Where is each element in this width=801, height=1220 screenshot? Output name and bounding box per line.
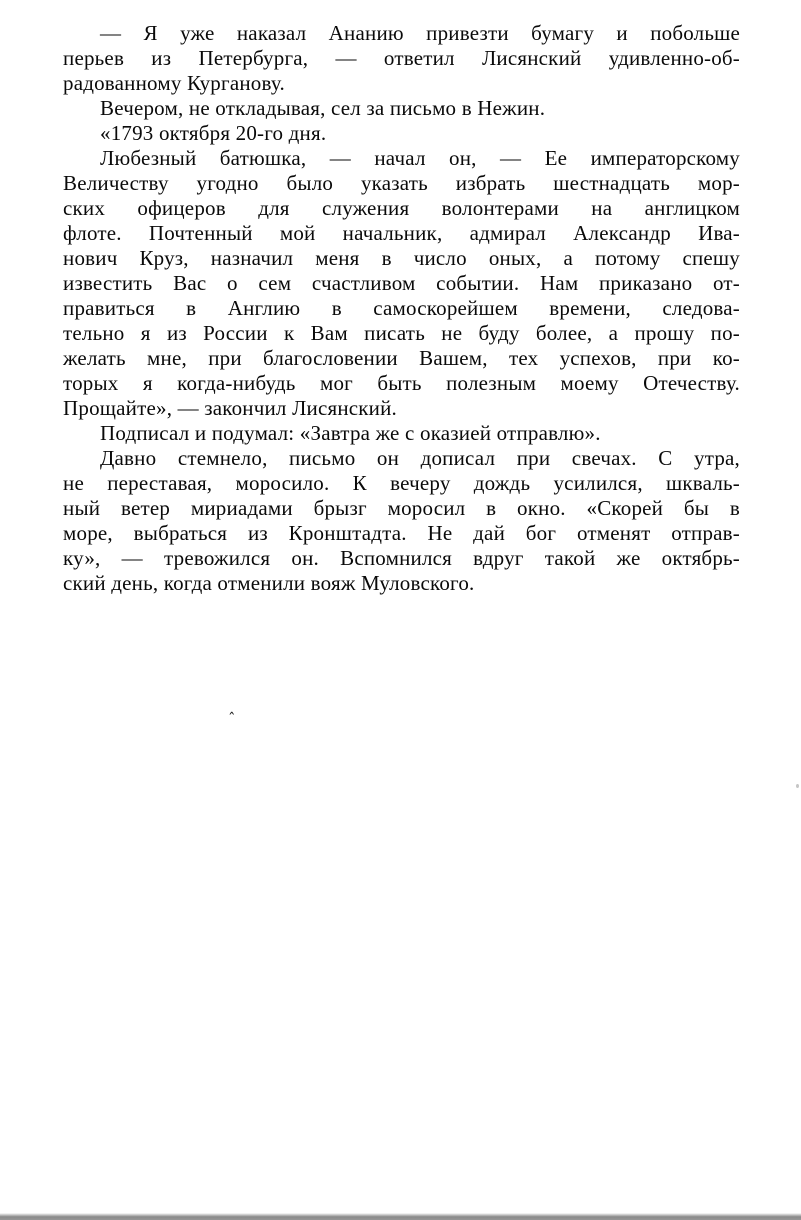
scan-edge-bar <box>0 1213 801 1220</box>
text-line: ку», — тревожился он. Вспомнился вдруг такой же октябрь- <box>63 546 740 570</box>
text-line: правиться в Англию в самоскорейшем времени, следова- <box>63 296 740 320</box>
text-line: ский день, когда отменили вояж Муловского. <box>63 571 475 595</box>
text-line: Вечером, не откладывая, сел за письмо в Нежин. <box>100 96 546 120</box>
text-line: радованному Курганову. <box>63 71 285 95</box>
text-line: ских офицеров для служения волонтерами на англицком <box>63 196 740 220</box>
body-text <box>63 21 740 596</box>
text-line: Подписал и подумал: «Завтра же с оказией отправлю». <box>100 421 601 445</box>
text-line: Прощайте», — закончил Лисянский. <box>63 396 398 420</box>
text-line: — Я уже наказал Ананию привезти бумагу и побольше <box>100 21 740 45</box>
text-line: торых я когда-нибудь мог быть полезным моему Отечеству. <box>63 371 740 395</box>
text-line: Давно стемнело, письмо он дописал при свечах. С утра, <box>100 446 740 470</box>
text-line: желать мне, при благословении Вашем, тех успехов, при ко- <box>63 346 740 370</box>
text-line: «1793 октября 20-го дня. <box>100 121 327 145</box>
text-line: ный ветер мириадами брызг моросил в окно. «Скорей бы в <box>63 496 740 520</box>
scan-speck-artifact <box>796 784 799 788</box>
text-line: перьев из Петербурга, — ответил Лисянский удивленно-об- <box>63 46 740 70</box>
text-line: не переставая, моросило. К вечеру дождь усилился, шкваль- <box>63 471 740 495</box>
text-line: Любезный батюшка, — начал он, — Ее императорскому <box>100 146 740 170</box>
text-line: Величеству угодно было указать избрать шестнадцать мор- <box>63 171 740 195</box>
text-line: известить Вас о сем счастливом событии. Нам приказано от- <box>63 271 740 295</box>
text-line: тельно я из России к Вам писать не буду более, а прошу по- <box>63 321 740 345</box>
text-line: море, выбраться из Кронштадта. Не дай бог отменят отправ- <box>63 521 740 545</box>
text-line: флоте. Почтенный мой начальник, адмирал Александр Ива- <box>63 221 740 245</box>
scan-caret-artifact: ˆ <box>228 710 236 728</box>
text-line: нович Круз, назначил меня в число оных, а потому спешу <box>63 246 740 270</box>
